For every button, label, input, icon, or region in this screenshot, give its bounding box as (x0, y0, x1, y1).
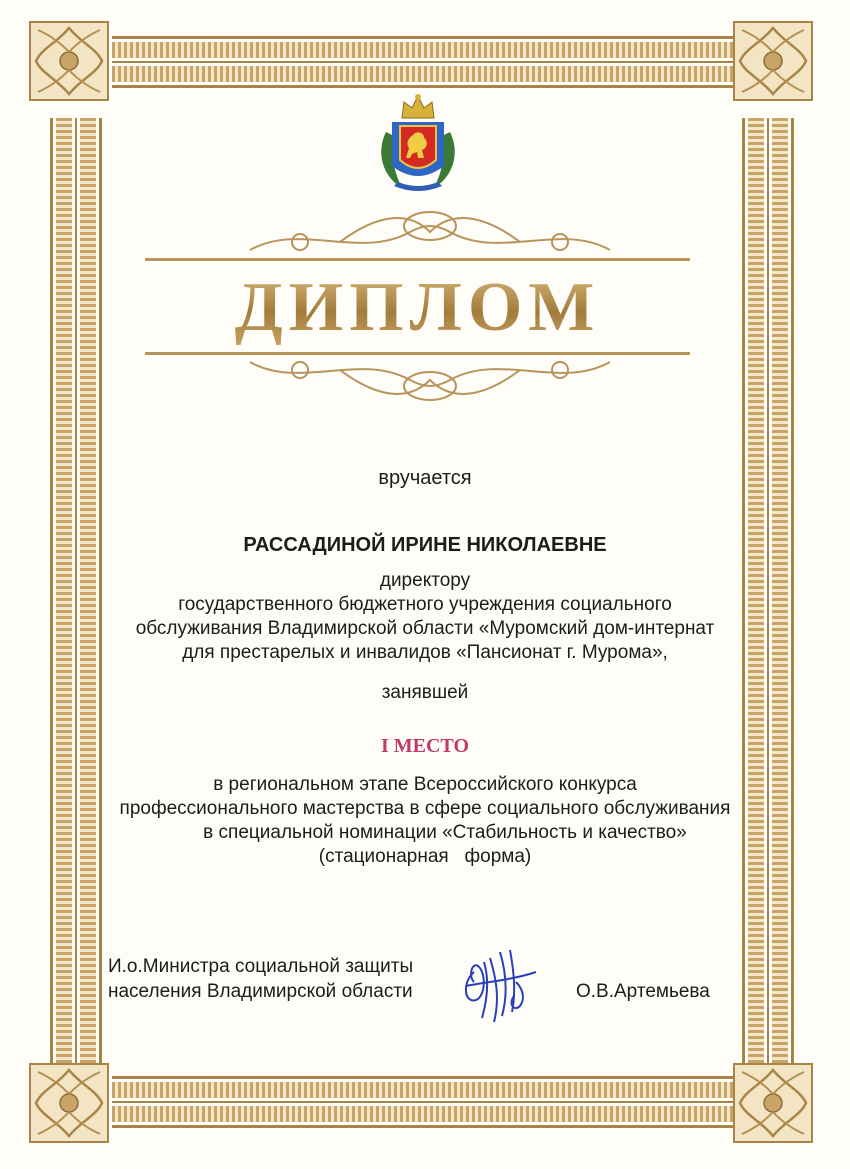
signatory-title-line: населения Владимирской области (108, 981, 413, 1002)
corner-ornament-icon (730, 1060, 816, 1146)
awarded-text: вручается (378, 467, 472, 489)
corner-ornament-icon (26, 1060, 112, 1146)
corner-ornament-icon (730, 18, 816, 104)
recipient-name: РАССАДИНОЙ ИРИНЕ НИКОЛАЕВНЕ (243, 534, 607, 556)
vladimir-region-coat-of-arms-icon (372, 92, 464, 196)
signatory-name: О.В.Артемьева (576, 981, 710, 1002)
occupied-text: занявшей (381, 682, 469, 703)
description-line: государственного бюджетного учреждения социального (178, 594, 672, 615)
event-line: (стационарная форма) (318, 846, 532, 867)
event-description (0, 773, 850, 869)
place-award: I МЕСТО (380, 735, 470, 757)
description-line: обслуживания Владимирской области «Муромский дом-интернат (135, 618, 715, 639)
recipient-description (0, 569, 850, 665)
event-line: в региональном этапе Всероссийского конкурса (213, 774, 637, 795)
frame-top-border (112, 30, 734, 100)
corner-ornament-icon (26, 18, 112, 104)
diploma-title: ДИПЛОМ (145, 268, 690, 348)
event-line: профессионального мастерства в сфере социального обслуживания (119, 798, 731, 819)
description-line: директору (379, 570, 471, 591)
title-flourish-bottom-icon (240, 350, 620, 410)
description-line: для престарелых и инвалидов «Пансионат г. Мурома», (182, 642, 668, 663)
signatory-title (108, 954, 448, 1004)
title-rule-top (145, 258, 690, 261)
handwritten-signature-icon (456, 942, 540, 1028)
signatory-title-line: И.о.Министра социальной защиты (108, 956, 414, 977)
frame-bottom-border (112, 1070, 734, 1140)
title-flourish-top-icon (240, 202, 620, 262)
event-line: в специальной номинации «Стабильность и качество» (203, 822, 687, 843)
